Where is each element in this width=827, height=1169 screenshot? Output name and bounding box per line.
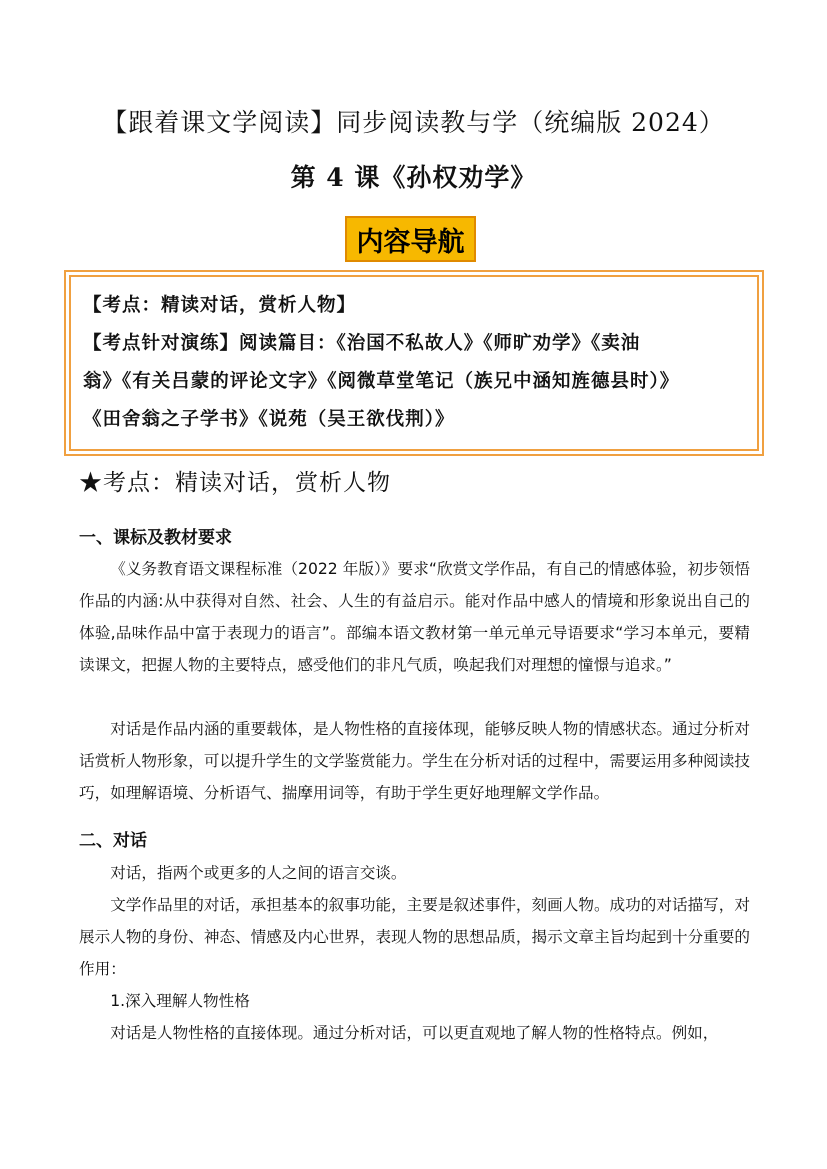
subheading-character: 1.深入理解人物性格 bbox=[110, 992, 250, 1010]
content-nav-badge: 内容导航 bbox=[345, 216, 476, 262]
nav-line-exam-point: 【考点：精读对话，赏析人物】 bbox=[83, 295, 357, 316]
nav-line-readings-3: 《田舍翁之子学书》《说苑（吴王欲伐荆）》 bbox=[83, 409, 455, 430]
heading-dialogue: 二、对话 bbox=[79, 831, 147, 851]
lesson-title: 第 4 课《孙权劝学》 bbox=[290, 163, 537, 192]
heading-curriculum: 一、课标及教材要求 bbox=[79, 528, 232, 548]
section-title: ★考点：精读对话，赏析人物 bbox=[79, 470, 391, 496]
paragraph-character: 对话是人物性格的直接体现。通过分析对话，可以更直观地了解人物的性格特点。例如， bbox=[110, 1024, 719, 1042]
paragraph-dialogue-function: 文学作品里的对话，承担基本的叙事功能，主要是叙述事件，刻画人物。成功的对话描写，对展示人物的身份、神态、情感及内心世界，表现人物的思想品质，揭示文章主旨均起到十分重要的作用： bbox=[79, 896, 750, 978]
paragraph-dialogue-importance: 对话是作品内涵的重要载体，是人物性格的直接体现，能够反映人物的情感状态。通过分析对话赏析人物形象，可以提升学生的文学鉴赏能力。学生在分析对话的过程中，需要运用多种阅读技巧，如理解语境、分析语气、揣摩用词等，有助于学生更好地理解文学作品。 bbox=[79, 720, 750, 802]
paragraph-curriculum-standard: 《义务教育语文课程标准（2022 年版）》要求“欣赏文学作品，有自己的情感体验，初步领悟作品的内涵:从中获得对自然、社会、人生的有益启示。能对作品中感人的情境和形象说出自己的体验,品味作品中富于表现力的语言”。部编本语文教材第一单元单元导语要求“学习本单元，要精读课文，把握人物的主要特点，感受他们的非凡气质，唤起我们对理想的憧憬与追求。” bbox=[79, 560, 750, 674]
content-nav-box bbox=[64, 270, 764, 456]
nav-line-readings-1: 【考点针对演练】阅读篇目：《治国不私故人》《师旷劝学》《卖油 bbox=[83, 333, 641, 354]
nav-line-readings-2: 翁》《有关吕蒙的评论文字》《阅微草堂笔记（族兄中涵知旌德县时）》 bbox=[83, 371, 680, 392]
content-nav-inner bbox=[69, 275, 759, 451]
paragraph-dialogue-definition: 对话，指两个或更多的人之间的语言交谈。 bbox=[110, 864, 407, 882]
document-title: 【跟着课文学阅读】同步阅读教与学（统编版 2024） bbox=[102, 108, 725, 137]
